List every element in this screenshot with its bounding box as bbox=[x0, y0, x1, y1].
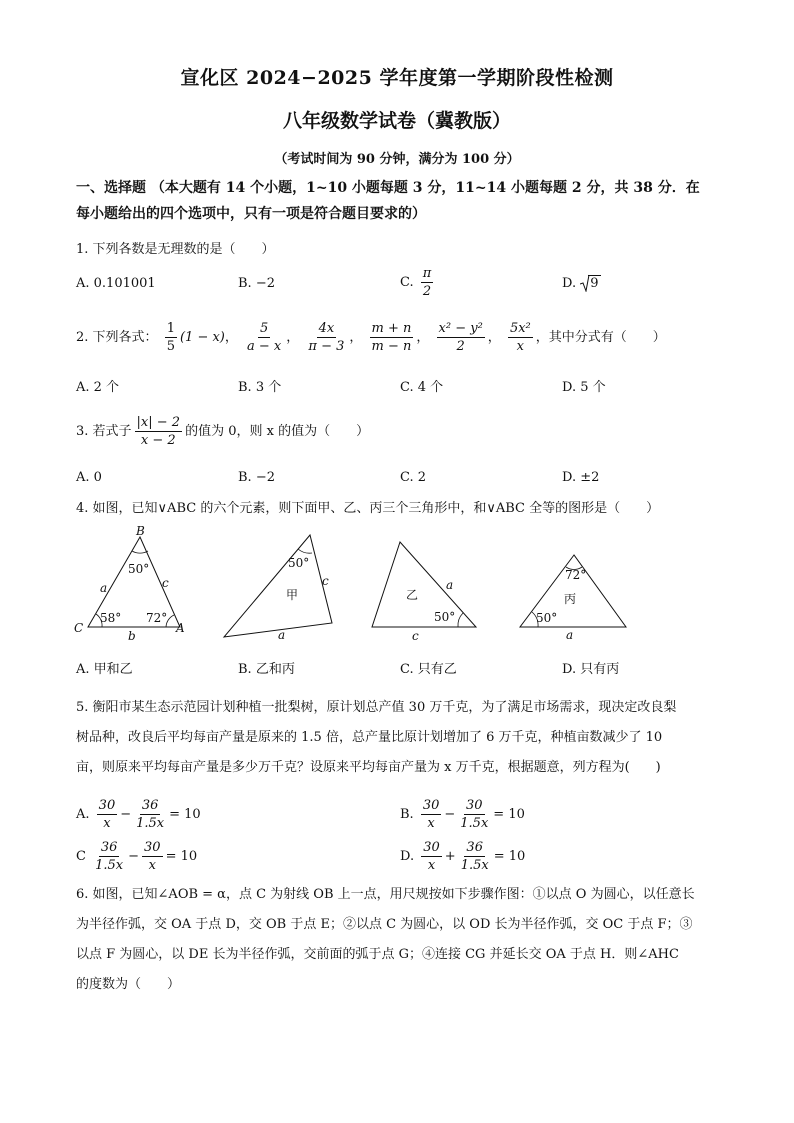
q4-figures bbox=[70, 525, 710, 645]
bing-left-angle-label: 50° bbox=[536, 611, 558, 625]
vertex-b-label: B bbox=[136, 525, 145, 538]
radical-sign-icon bbox=[580, 274, 590, 292]
side-b-label: b bbox=[128, 629, 136, 643]
q1-option-c-label: C. bbox=[400, 275, 414, 290]
q3-stem: 3. 若式子 $\frac{|x| - 2}{x - 2}$ 的值为 0，则 x 的值为（ ） bbox=[76, 415, 370, 448]
q5-option-c: C $\frac{36}{1.5x}$ − $\frac{30}{x}$ = 10 bbox=[76, 840, 198, 873]
section-heading bbox=[76, 175, 726, 227]
section-title: 一、选择题 bbox=[76, 180, 146, 196]
q2-option-c: C. 4 个 bbox=[400, 380, 444, 395]
q5-option-a: A. $\frac{30}{x}$ − $\frac{36}{1.5x}$ = 10 bbox=[76, 798, 201, 831]
q5-line2: 树品种，改良后平均每亩产量是原来的 1.5 倍，总产量比原计划增加了 6 万千克，种植亩数减少了 10 bbox=[76, 730, 663, 745]
q2-stem: 2. 下列各式： $\frac{1}{5}$ (1 − x)， $\frac{5}{a - x}$ ， $\frac{4x}{\pi - 3}$ ， $\frac{m + n}{m - n}$ ， $\frac{\text{x² − y²}}{2}$ ， $\frac{\text{5x²}}{x}$ ，其中分式有（ ） bbox=[76, 321, 666, 354]
vertex-c-label: C bbox=[74, 621, 84, 635]
q5-option-d: D. $\frac{30}{x}$ + $\frac{36}{1.5x}$ = 10 bbox=[400, 840, 526, 873]
yi-side-c-label: c bbox=[412, 629, 419, 643]
q5-line3: 亩，则原来平均每亩产量是多少万千克？设原来平均每亩产量为 x 万千克，根据题意，列方程为( ) bbox=[76, 760, 661, 775]
bing-top-angle-label: 72° bbox=[565, 568, 587, 582]
exam-subtitle: 八年级数学试卷（冀教版） bbox=[282, 110, 511, 132]
side-c-label: c bbox=[162, 576, 169, 590]
q5-line1: 5. 衡阳市某生态示范园计划种植一批梨树，原计划总产值 30 万千克，为了满足市场需求，现决定改良梨 bbox=[76, 700, 677, 715]
q1-stem: 1. 下列各数是无理数的是（ ） bbox=[76, 242, 275, 257]
q5-stem bbox=[76, 693, 726, 783]
vertex-a-label: A bbox=[176, 621, 185, 635]
q6-line4: 的度数为（ ） bbox=[76, 977, 181, 992]
q1-option-d-label: D. bbox=[562, 276, 577, 291]
section-desc-line1: （本大题有 14 个小题，1~10 小题每题 3 分，11~14 小题每题 2 分，共 38 分．在 bbox=[150, 180, 700, 196]
q4-option-c: C. 只有乙 bbox=[400, 662, 457, 677]
q2-option-b: B. 3 个 bbox=[238, 380, 282, 395]
section-desc-line2: 每小题给出的四个选项中，只有一项是符合题目要求的） bbox=[76, 206, 426, 222]
triangle-bing bbox=[520, 555, 626, 642]
q4-option-d: D. 只有丙 bbox=[562, 662, 620, 677]
q6-stem bbox=[76, 880, 726, 1000]
angle-a-label: 72° bbox=[146, 611, 168, 625]
q4-option-b: B. 乙和丙 bbox=[238, 662, 295, 677]
q1-option-c-fraction: $\frac{\pi}{2}$ bbox=[422, 266, 432, 299]
q1-option-c bbox=[400, 266, 436, 299]
side-a-label: a bbox=[100, 581, 108, 595]
q4-option-a: A. 甲和乙 bbox=[76, 662, 133, 677]
q1-option-d-sqrt: 9 bbox=[580, 276, 600, 291]
q3-option-c: C. 2 bbox=[400, 470, 427, 485]
q6-line2: 为半径作弧，交 OA 于点 D，交 OB 于点 E；②以点 C 为圆心，以 OD 长为半径作弧，交 OC 于点 F；③ bbox=[76, 917, 693, 932]
q2-option-d: D. 5 个 bbox=[562, 380, 606, 395]
q1-option-d bbox=[562, 276, 601, 291]
q4-stem: 4. 如图，已知∨ABC 的六个元素，则下面甲、乙、丙三个三角形中，和∨ABC 全等的图形是（ ） bbox=[76, 501, 660, 516]
q3-option-d: D. ±2 bbox=[562, 470, 600, 485]
bing-side-a-label: a bbox=[566, 628, 574, 642]
q5-option-b: B. $\frac{30}{x}$ − $\frac{30}{1.5x}$ = 10 bbox=[400, 798, 525, 831]
jia-side-c-label: c bbox=[322, 574, 329, 588]
q3-option-b: B. −2 bbox=[238, 470, 275, 485]
yi-angle-label: 50° bbox=[434, 610, 456, 624]
yi-side-a-label: a bbox=[446, 578, 454, 592]
exam-title: 宣化区 2024−2025 学年度第一学期阶段性检测 bbox=[180, 67, 614, 89]
jia-name-label: 甲 bbox=[286, 588, 299, 602]
exam-note: （考试时间为 90 分钟，满分为 100 分） bbox=[274, 152, 520, 167]
jia-angle-label: 50° bbox=[288, 556, 310, 570]
q1-option-b: B. −2 bbox=[238, 276, 275, 291]
triangle-jia bbox=[224, 535, 332, 642]
angle-c-label: 58° bbox=[100, 611, 122, 625]
yi-name-label: 乙 bbox=[406, 588, 419, 602]
q2-option-a: A. 2 个 bbox=[76, 380, 120, 395]
bing-name-label: 丙 bbox=[564, 592, 577, 606]
q3-option-a: A. 0 bbox=[76, 470, 102, 485]
triangle-abc bbox=[74, 525, 185, 643]
q6-line3: 以点 F 为圆心，以 DE 长为半径作弧，交前面的弧于点 G；④连接 CG 并延长交 OA 于点 H．则∠AHC bbox=[76, 947, 679, 962]
q6-line1: 6. 如图，已知∠AOB = α，点 C 为射线 OB 上一点，用尺规按如下步骤作图：①以点 O 为圆心，以任意长 bbox=[76, 887, 695, 902]
q1-option-a: A. 0.101001 bbox=[76, 276, 156, 291]
triangle-yi bbox=[372, 542, 476, 643]
angle-b-label: 50° bbox=[128, 562, 150, 576]
jia-side-a-label: a bbox=[278, 628, 286, 642]
